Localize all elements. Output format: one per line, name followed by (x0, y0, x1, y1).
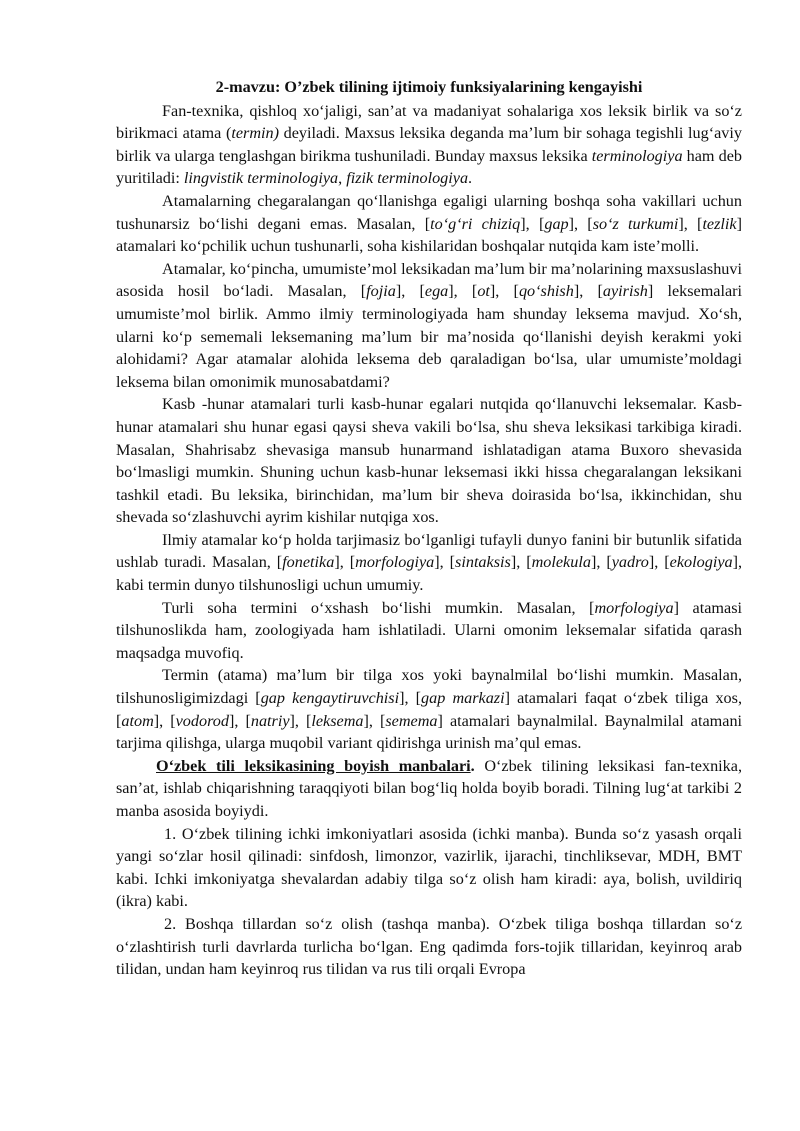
text-run: ] leksemalari umumiste’mol birlik. Ammo ilmiy terminologiyada ham shunday leksema mavjud. Xo‘sh, ularni ko‘p sememali leksemaning ma’lum bir ma’nosida qo‘llanishi deyish kerakmi yoki alohidami? Agar atamalar alohida leksema deb qaraladigan bo‘lsa, ular umumiste’moldagi leksema bilan omonimik munosabatdami? (116, 282, 743, 391)
italic-term: morfologiya (355, 553, 435, 572)
text-run: Turli soha termini o‘xshash bo‘lishi mumkin. Masalan, [ (162, 598, 595, 617)
italic-term: lingvistik terminologiya (183, 169, 339, 188)
body-paragraph (116, 100, 742, 190)
text-run: ], [ (510, 553, 532, 572)
italic-term: gap kengaytiruvchisi (260, 689, 400, 708)
italic-term: ega (424, 282, 449, 301)
document-page (116, 76, 742, 981)
text-run: Ilmiy atamalar ko‘p holda tarjimasiz bo‘lganligi tufayli dunyo fanini bir butunlik sifatida ushlab turadi. Masalan, [ (116, 530, 742, 572)
italic-term: ot (477, 282, 490, 301)
body-paragraph (116, 664, 742, 754)
italic-term: natriy (250, 711, 290, 730)
text-run: ], [ (573, 282, 603, 301)
italic-term: fizik terminologiya (346, 169, 469, 188)
italic-term: leksema (311, 711, 364, 730)
section-text: O‘zbek tilining leksikasi fan-texnika, san’at, ishlab chiqarishning taraqqiyoti bilan bog‘liq holda boyib boradi. Tilning lug‘at tarkibi 2 manba asosida boyiydi. (116, 756, 743, 820)
italic-term: terminologiya (591, 146, 683, 165)
body-paragraph (116, 258, 742, 394)
document-title: 2-mavzu: O’zbek tilining ijtimoiy funksiyalarining kengayishi (215, 78, 643, 96)
text-run: ham deb yuritiladi: (116, 146, 742, 188)
text-run: ], [ (395, 282, 425, 301)
section-heading-dot: . (470, 756, 475, 775)
text-run: ] atamalari faqat o‘zbek tiliga xos, [ (116, 689, 742, 730)
body-paragraph (116, 597, 742, 665)
italic-term: qo‘shish (518, 282, 574, 301)
italic-term: ayirish (602, 282, 648, 301)
text-run: Atamalar, ko‘pincha, umumiste’mol leksikadan ma’lum bir ma’nolarining maxsuslashuvi asosida hosil bo‘ladi. Masalan, [ (116, 259, 742, 301)
italic-term: so‘z turkumi (592, 214, 679, 233)
text-run: ], [ (489, 282, 519, 301)
body-paragraphs (116, 100, 742, 755)
italic-term: yadro (611, 553, 649, 572)
italic-term: atom (121, 711, 154, 730)
text-run: ], [ (648, 553, 670, 572)
text-run: ], kabi termin dunyo tilshunosligi uchun umumiy. (116, 553, 743, 595)
text-run: ], [ (590, 553, 612, 572)
text-run: ], [ (228, 711, 251, 730)
italic-term: fojia (366, 282, 396, 301)
italic-term: tezlik (702, 214, 737, 233)
italic-term: molekula (531, 553, 591, 572)
text-run: ], [ (363, 711, 386, 730)
text-run: ], [ (678, 214, 703, 233)
italic-term: to‘g‘ri chiziq (430, 214, 521, 233)
text-run: ] atamalari baynalmilal. Baynalmilal atamani tarjima qilishga, ularga muqobil variant qidirishga urinish ma’qul emas. (116, 711, 743, 753)
italic-term: gap (544, 214, 569, 233)
italic-term: fonetika (282, 553, 335, 572)
text-run: , (338, 169, 347, 188)
text-run: . (468, 169, 473, 188)
italic-term: semema (385, 711, 438, 730)
italic-term: sintaksis (455, 553, 511, 572)
text-run: ] atamasi tilshunoslikda ham, zoologiyada ham ishlatiladi. Ularni omonim leksemalar sifatida qarash maqsadga muvofiq. (116, 598, 742, 662)
text-run: deyiladi. Maxsus leksika deganda ma’lum bir sohaga tegishli lug‘aviy birlik va ularga tenglashgan birikma tushuniladi. Bunday maxsus leksika (116, 124, 742, 165)
text-run: ], [ (289, 711, 312, 730)
text-run: Kasb -hunar atamalari turli kasb-hunar egalari nutqida qo‘llanuvchi leksemalar. Kasb-hunar atamalari shu hunar egasi qaysi sheva vakili bo‘lsa, shu sheva leksikasi tarkibiga kiradi. Masalan, Shahrisabz shevasiga mansub hunarmand ishlatadigan atama Buxoro shevasida bo‘lmasligi mumkin. Shuning uchun kasb-hunar leksemasi ikki hissa chegaralangan leksikani tashkil etadi. Bu leksika, birinchidan, ma’lum bir sheva doirasida bo‘lsa, ikkinchidan, shu shevada so‘zlashuvchi ayrim kishilar nutqiga xos. (116, 395, 742, 527)
body-paragraph (116, 529, 742, 597)
body-paragraph (116, 393, 742, 529)
body-paragraph (116, 190, 742, 258)
text-run: ], [ (334, 553, 356, 572)
numbered-item-1: 1. O‘zbek tilining ichki imkoniyatlari asosida (ichki manba). Bunda so‘z yasash orqali yangi so‘zlar hosil qilinadi: sinfdosh, limonzor, vazirlik, ijarachi, tinchliksevar, MDH, BMT kabi. Ichki imkoniyatga shevalardan adabiy tilga so‘z olish ham kiradi: aya, bolish, uvildiriq (ikra) kabi. (116, 824, 742, 911)
text-run: ] atamalari ko‘pchilik uchun tushunarli, soha kishilaridan boshqalar nutqida kam iste’molli. (116, 214, 742, 256)
italic-term: gap markazi (421, 689, 505, 708)
section-heading: O‘zbek tili leksikasining boyish manbalari (156, 756, 471, 775)
text-run: ], [ (448, 282, 478, 301)
section-paragraph (116, 755, 742, 823)
text-run: Termin (atama) ma’lum bir tilga xos yoki baynalmilal bo‘lishi mumkin. Masalan, tilshunosligimizdagi [ (116, 666, 742, 708)
text-run: Atamalarning chegaralangan qo‘llanishga egaligi ularning boshqa soha vakillari uchun tushunarsiz bo‘lishi degani emas. Masalan, [ (116, 191, 742, 233)
text-run: Fan-texnika, qishloq xo‘jaligi, san’at va madaniyat sohalariga xos leksik birlik va so‘z birikmaci atama ( (116, 101, 742, 143)
text-run: ], [ (434, 553, 456, 572)
italic-term: termin) (231, 124, 279, 143)
text-run: ], [ (568, 214, 593, 233)
italic-term: ekologiya (669, 553, 733, 572)
text-run: ], [ (153, 711, 176, 730)
text-run: ], [ (520, 214, 545, 233)
italic-term: morfologiya (594, 598, 674, 617)
text-run: ], [ (399, 689, 422, 708)
numbered-item-2: 2. Boshqa tillardan so‘z olish (tashqa manba). O‘zbek tiliga boshqa tillardan so‘z o‘zlashtirish turli davrlarda turlicha bo‘lgan. Eng qadimda fors-tojik tillaridan, keyinroq arab tilidan, undan ham keyinroq rus tilidan va rus tili orqali Evropa (116, 914, 742, 979)
italic-term: vodorod (175, 711, 229, 730)
